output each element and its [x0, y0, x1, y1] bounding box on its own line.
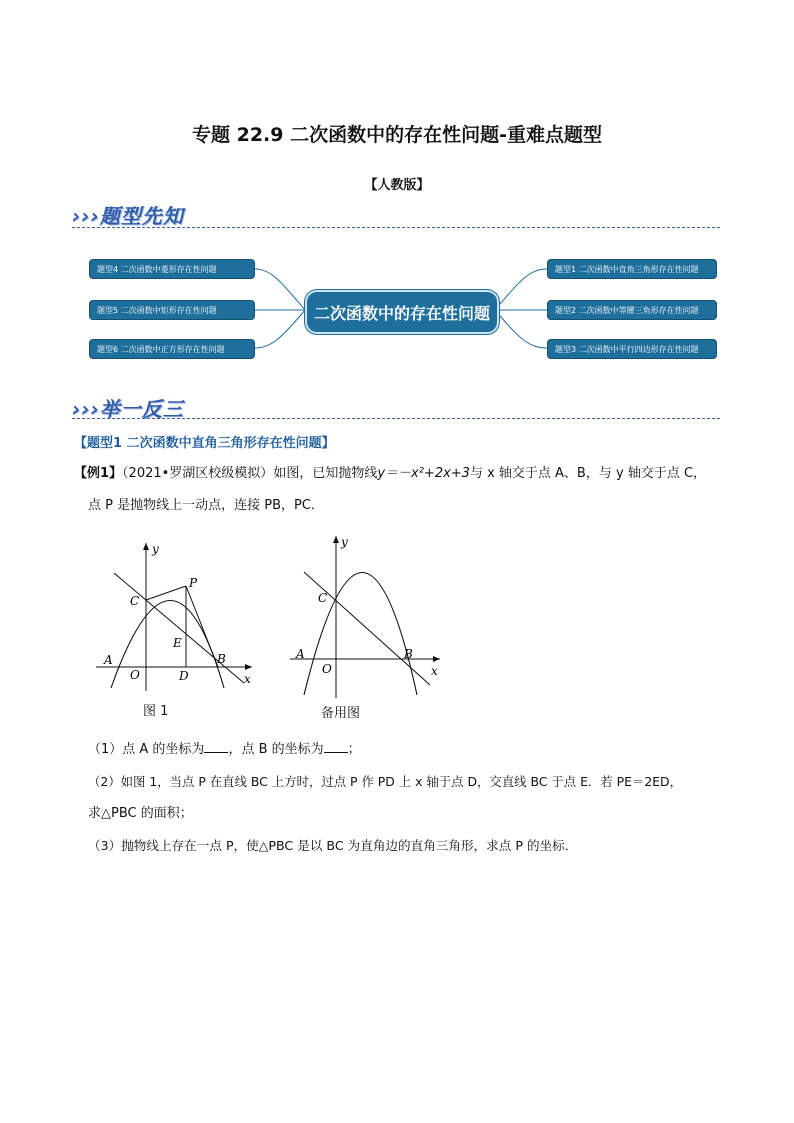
example1-line1: 【例1】（2021•罗湖区校级模拟）如图，已知抛物线y＝－x²+2x+3与 x 轴交于点 A、B，与 y 轴交于点 C，: [74, 466, 707, 481]
mindmap-node-topic1: 题型1 二次函数中直角三角形存在性问题: [547, 259, 717, 279]
banner-arrows-icon: ›››: [72, 397, 100, 421]
parabola-formula: y＝－x²+2x+3: [377, 466, 470, 481]
fig1-label-A: A: [104, 653, 113, 667]
answer-blank: [324, 740, 348, 753]
answer-blank: [204, 740, 228, 753]
section-divider: [72, 418, 720, 419]
section-banner-practice: ›››举一反三: [72, 397, 184, 421]
figure-2: [284, 530, 444, 702]
fig2-label-O: O: [322, 662, 332, 676]
fig2-label-B: B: [404, 647, 413, 661]
fig1-label-O: O: [130, 668, 140, 682]
mindmap-node-topic5: 题型5 二次函数中矩形存在性问题: [89, 300, 255, 320]
question-3: （3）抛物线上存在一点 P，使△PBC 是以 BC 为直角边的直角三角形，求点 P 的坐标．: [88, 838, 578, 853]
example-source: （2021•罗湖区校级模拟）: [122, 466, 274, 481]
page-title: 专题 22.9 二次函数中的存在性问题-重难点题型: [192, 124, 602, 146]
figure-1: [94, 533, 264, 693]
mindmap-node-topic3: 题型3 二次函数中平行四边形存在性问题: [547, 339, 717, 359]
question-2-line2: 求△PBC 的面积；: [88, 806, 193, 821]
figure-2-caption: 备用图: [321, 706, 361, 721]
mindmap-node-topic6: 题型6 二次函数中正方形存在性问题: [89, 339, 255, 359]
fig1-label-x: x: [244, 672, 251, 686]
banner-arrows-icon: ›››: [72, 204, 100, 228]
fig1-label-D: D: [179, 669, 189, 683]
question-2-line1: （2）如图 1，当点 P 在直线 BC 上方时，过点 P 作 PD 上 x 轴于点 D，交直线 BC 于点 E．若 PE＝2ED，: [88, 774, 682, 789]
example1-line2: 点 P 是抛物线上一动点，连接 PB，PC．: [88, 498, 324, 513]
fig2-label-y: y: [341, 535, 348, 549]
section-divider: [72, 227, 720, 228]
fig1-label-C: C: [130, 594, 140, 608]
fig1-label-B: B: [217, 652, 226, 666]
edition-label: 【人教版】: [364, 178, 430, 193]
question-1: （1）点 A 的坐标为 ，点 B 的坐标为 ；: [88, 742, 361, 757]
section-banner-overview: ›››题型先知: [72, 204, 184, 228]
example-label: 【例1】: [74, 466, 123, 481]
figure-1-caption: 图 1: [143, 704, 169, 719]
fig2-label-A: A: [296, 647, 305, 661]
mindmap-node-topic2: 题型2 二次函数中等腰三角形存在性问题: [547, 300, 717, 320]
fig2-label-x: x: [431, 664, 438, 678]
fig1-label-P: P: [189, 576, 198, 590]
fig2-label-C: C: [318, 591, 328, 605]
mindmap-center-node: 二次函数中的存在性问题: [305, 290, 499, 334]
fig1-label-E: E: [173, 636, 182, 650]
mindmap-node-topic4: 题型4 二次函数中菱形存在性问题: [89, 259, 255, 279]
topic1-heading: 【题型1 二次函数中直角三角形存在性问题】: [74, 436, 335, 451]
fig1-label-y: y: [152, 542, 159, 556]
